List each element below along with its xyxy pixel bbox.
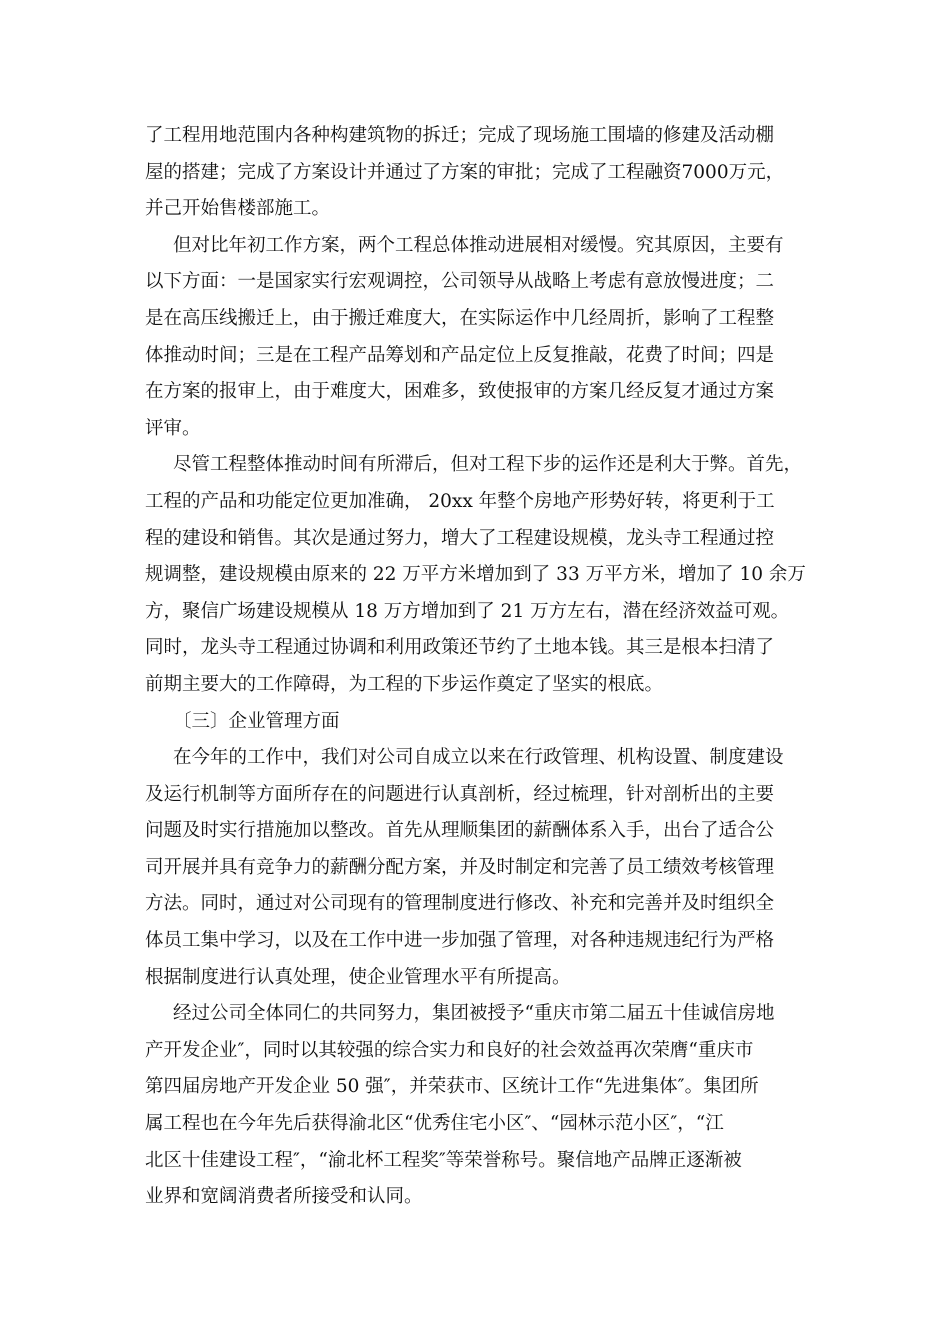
text-line: 在今年的工作中，我们对公司自成立以来在行政管理、机构设置、制度建设 [173, 747, 784, 769]
text-line: 了工程用地范围内各种构建筑物的拆迁；完成了现场施工围墙的修建及活动棚 [145, 125, 775, 146]
text-line: 在方案的报审上，由于难度大，困难多，致使报审的方案几经反复才通过方案 [145, 381, 775, 403]
text-line: 方，聚信广场建设规模从 18 万方增加到了 21 万方左右，潜在经济效益可观。 [145, 600, 790, 622]
paragraph-p5 [145, 996, 810, 1216]
text-line: 经过公司全体同仁的共同努力，集团被授予“重庆市第二届五十佳诚信房地 [173, 1003, 775, 1025]
text-line: 第四届房地产开发企业 50 强″，并荣获市、区统计工作“先进集体″。集团所 [145, 1076, 759, 1098]
text-line: 并己开始售楼部施工。 [145, 198, 331, 220]
text-line: 体员工集中学习，以及在工作中进一步加强了管理，对各种违规违纪行为严格 [145, 930, 775, 952]
text-line: 北区十佳建设工程″，“渝北杯工程奖″等荣誉称号。聚信地产品牌正逐渐被 [145, 1149, 742, 1171]
text-line: 评审。 [145, 417, 201, 439]
text-line: 前期主要大的工作障碍，为工程的下步运作奠定了坚实的根底。 [145, 673, 664, 695]
text-line: 问题及时实行措施加以整改。首先从理顺集团的薪酬体系入手，出台了适合公 [145, 820, 775, 842]
section-heading-text: 〔三〕企业管理方面 [173, 710, 340, 732]
text-line: 体推动时间；三是在工程产品筹划和产品定位上反复推敲，花费了时间；四是 [145, 344, 775, 366]
text-line: 以下方面：一是国家实行宏观调控，公司领导从战略上考虑有意放慢进度；二 [145, 271, 775, 293]
text-line: 规调整，建设规模由原来的 22 万平方米增加到了 33 万平方米，增加了 10 余万 [145, 564, 806, 586]
text-line: 但对比年初工作方案，两个工程总体推动进展相对缓慢。究其原因，主要有 [173, 234, 784, 256]
paragraph-p4 [145, 740, 810, 996]
text-line: 工程的产品和功能定位更加准确， 20xx 年整个房地产形势好转，将更利于工 [145, 490, 775, 512]
section-heading [145, 704, 810, 741]
paragraph-p1 [145, 118, 810, 228]
document-body [145, 118, 810, 1216]
paragraph-p2 [145, 228, 810, 448]
paragraph-p3 [145, 447, 810, 703]
text-line: 业界和宽阔消费者所接受和认同。 [145, 1186, 423, 1208]
text-line: 同时，龙头寺工程通过协调和利用政策还节约了土地本钱。其三是根本扫清了 [145, 637, 775, 659]
text-line: 及运行机制等方面所存在的问题进行认真剖析，经过梳理，针对剖析出的主要 [145, 783, 775, 805]
text-line: 司开展并具有竞争力的薪酬分配方案，并及时制定和完善了员工绩效考核管理 [145, 856, 775, 878]
text-line: 程的建设和销售。其次是通过努力，增大了工程建设规模，龙头寺工程通过控 [145, 527, 775, 549]
text-line: 产开发企业″，同时以其较强的综合实力和良好的社会效益再次荣膺“重庆市 [145, 1039, 754, 1061]
text-line: 是在高压线搬迁上，由于搬迁难度大，在实际运作中几经周折，影响了工程整 [145, 307, 775, 329]
text-line: 方法。同时，通过对公司现有的管理制度进行修改、补充和完善并及时组织全 [145, 893, 775, 915]
text-line: 属工程也在今年先后获得渝北区“优秀住宅小区″、“园林示范小区″，“江 [145, 1113, 724, 1135]
text-line: 尽管工程整体推动时间有所滞后，但对工程下步的运作还是利大于弊。首先， [173, 454, 803, 476]
text-line: 根据制度进行认真处理，使企业管理水平有所提高。 [145, 966, 571, 988]
text-line: 屋的搭建；完成了方案设计并通过了方案的审批；完成了工程融资7000万元， [145, 161, 785, 183]
